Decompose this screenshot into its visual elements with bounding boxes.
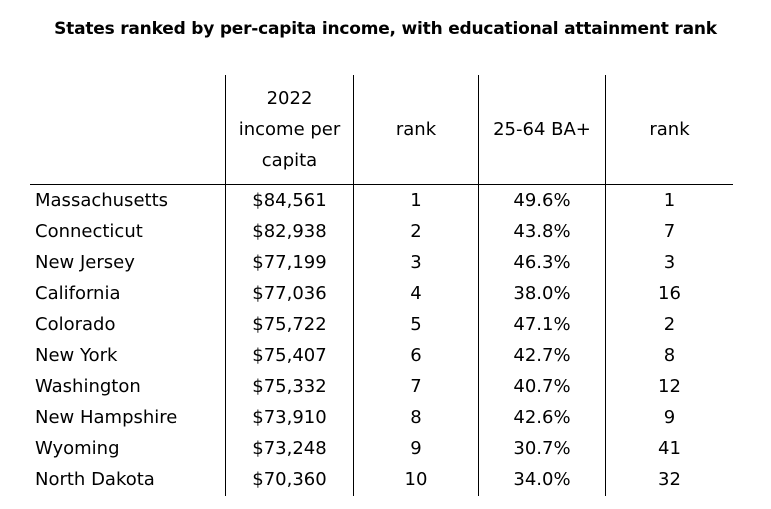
state-cell: Wyoming — [35, 438, 120, 459]
ba-cell: 43.8% — [513, 221, 571, 242]
income-rank-cell: 8 — [410, 407, 422, 428]
income-rank-cell: 9 — [410, 438, 422, 459]
table-row — [30, 309, 733, 340]
ba-rank-cell: 32 — [658, 469, 681, 490]
ba-cell: 47.1% — [513, 314, 571, 335]
ba-cell: 34.0% — [513, 469, 571, 490]
ba-cell: 40.7% — [513, 376, 571, 397]
ba-rank-cell: 9 — [663, 407, 676, 428]
income-cell: $84,561 — [252, 190, 327, 211]
state-cell: Colorado — [35, 314, 116, 335]
table-row — [30, 247, 733, 278]
ba-rank-cell: 7 — [663, 221, 676, 242]
ba-rank-cell: 1 — [663, 190, 676, 211]
state-cell: Connecticut — [35, 221, 143, 242]
income-cell: $77,199 — [252, 252, 327, 273]
state-cell: North Dakota — [35, 469, 155, 490]
table-title: States ranked by per-capita income, with educational attainment rank — [54, 19, 717, 39]
ba-rank-cell: 2 — [663, 314, 676, 335]
income-cell: $77,036 — [252, 283, 327, 304]
table-row — [30, 371, 733, 402]
income-rank-cell: 7 — [410, 376, 422, 397]
income-cell: $70,360 — [252, 469, 327, 490]
ba-rank-cell: 8 — [663, 345, 676, 366]
table-row — [30, 216, 733, 247]
header-ba: 25-64 BA+ — [493, 119, 591, 140]
ba-cell: 42.6% — [513, 407, 571, 428]
ba-cell: 30.7% — [513, 438, 571, 459]
table-row — [30, 278, 733, 309]
income-rank-cell: 2 — [410, 221, 422, 242]
state-cell: New York — [35, 345, 118, 366]
income-cell: $75,407 — [252, 345, 327, 366]
ba-rank-cell: 16 — [658, 283, 681, 304]
income-rank-cell: 10 — [404, 469, 428, 490]
header-income — [226, 75, 353, 184]
income-rank-cell: 6 — [410, 345, 422, 366]
ba-cell: 42.7% — [513, 345, 571, 366]
income-rank-cell: 1 — [410, 190, 422, 211]
ba-cell: 46.3% — [513, 252, 571, 273]
header-income-line: income per — [238, 119, 341, 140]
table-row — [30, 402, 733, 433]
income-rank-cell: 4 — [410, 283, 422, 304]
header-ba-rank: rank — [649, 119, 690, 140]
state-cell: Massachusetts — [35, 190, 169, 211]
income-cell: $75,332 — [252, 376, 327, 397]
state-cell: New Jersey — [35, 252, 135, 273]
ba-rank-cell: 12 — [658, 376, 681, 397]
income-cell: $82,938 — [252, 221, 327, 242]
state-cell: California — [35, 283, 121, 304]
ranking-table — [30, 75, 733, 496]
income-cell: $73,248 — [252, 438, 327, 459]
income-rank-cell: 3 — [410, 252, 422, 273]
header-income-line: 2022 — [266, 88, 313, 109]
income-cell: $75,722 — [252, 314, 327, 335]
header-income-rank: rank — [395, 119, 437, 140]
state-cell: Washington — [35, 376, 141, 397]
income-rank-cell: 5 — [410, 314, 422, 335]
ba-rank-cell: 41 — [658, 438, 681, 459]
ba-cell: 38.0% — [513, 283, 571, 304]
income-cell: $73,910 — [252, 407, 327, 428]
ba-rank-cell: 3 — [663, 252, 676, 273]
table-row — [30, 433, 733, 464]
table-row — [30, 464, 733, 495]
table-row — [30, 185, 733, 216]
ba-cell: 49.6% — [513, 190, 571, 211]
state-cell: New Hampshire — [35, 407, 178, 428]
table-row — [30, 340, 733, 371]
header-income-line: capita — [261, 150, 318, 171]
